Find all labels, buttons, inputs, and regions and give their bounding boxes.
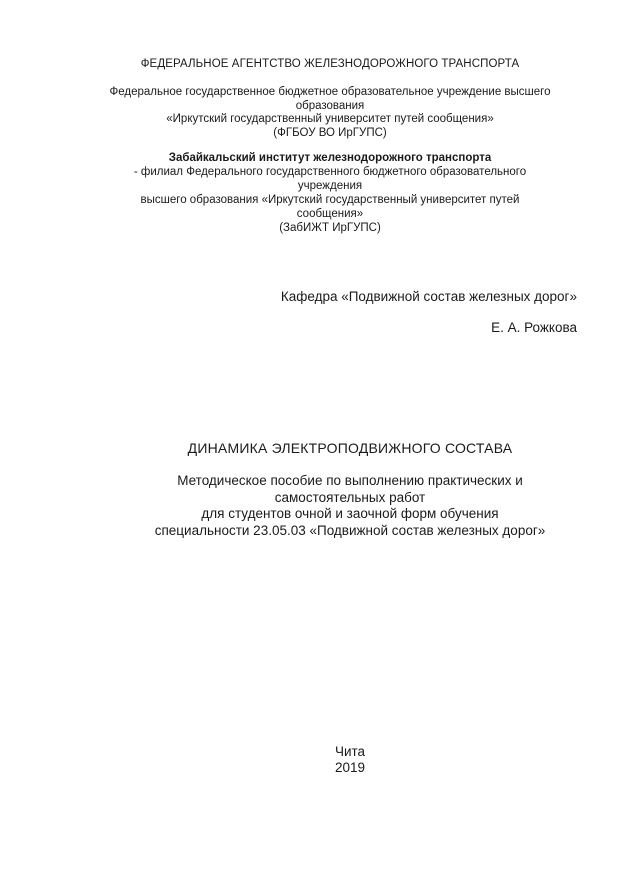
university-line: (ФГБОУ ВО ИрГУПС) <box>273 126 387 139</box>
institute-block <box>80 151 580 235</box>
subtitle-line: самостоятельных работ <box>274 489 426 505</box>
publication-info <box>250 744 450 776</box>
subtitle-line: для студентов очной и заочной форм обучения <box>201 506 499 521</box>
publication-year: 2019 <box>334 760 366 775</box>
university-line: «Иркутский государственный университет путей сообщения» <box>166 113 494 125</box>
subtitle-line: Методическое пособие по выполнению практических и <box>177 473 523 488</box>
institute-line: (ЗабИЖТ ИрГУПС) <box>279 222 381 234</box>
author-name: Е. А. Рожкова <box>491 320 577 335</box>
university-line: образования <box>295 99 365 112</box>
institute-line: высшего образования «Иркутский государственный университет путей <box>140 194 520 206</box>
department-name: Кафедра «Подвижной состав железных дорог» <box>280 289 577 304</box>
institute-name: Забайкальский институт железнодорожного транспорта <box>168 152 492 164</box>
document-title: ДИНАМИКА ЭЛЕКТРОПОДВИЖНОГО СОСТАВА <box>187 440 513 456</box>
university-block <box>80 86 580 140</box>
institute-line: - филиал Федерального государственного бюджетного образовательного <box>133 166 527 178</box>
publication-city: Чита <box>334 744 366 759</box>
institute-line: учреждения <box>297 180 363 192</box>
university-line: Федеральное государственное бюджетное образовательное учреждение высшего <box>109 86 551 98</box>
document-subtitle <box>100 473 600 539</box>
institute-line: сообщения» <box>296 208 364 220</box>
subtitle-line: специальности 23.05.03 «Подвижной состав железных дорог» <box>154 522 546 538</box>
agency-name: ФЕДЕРАЛЬНОЕ АГЕНТСТВО ЖЕЛЕЗНОДОРОЖНОГО ТРАНСПОРТА <box>140 58 520 70</box>
